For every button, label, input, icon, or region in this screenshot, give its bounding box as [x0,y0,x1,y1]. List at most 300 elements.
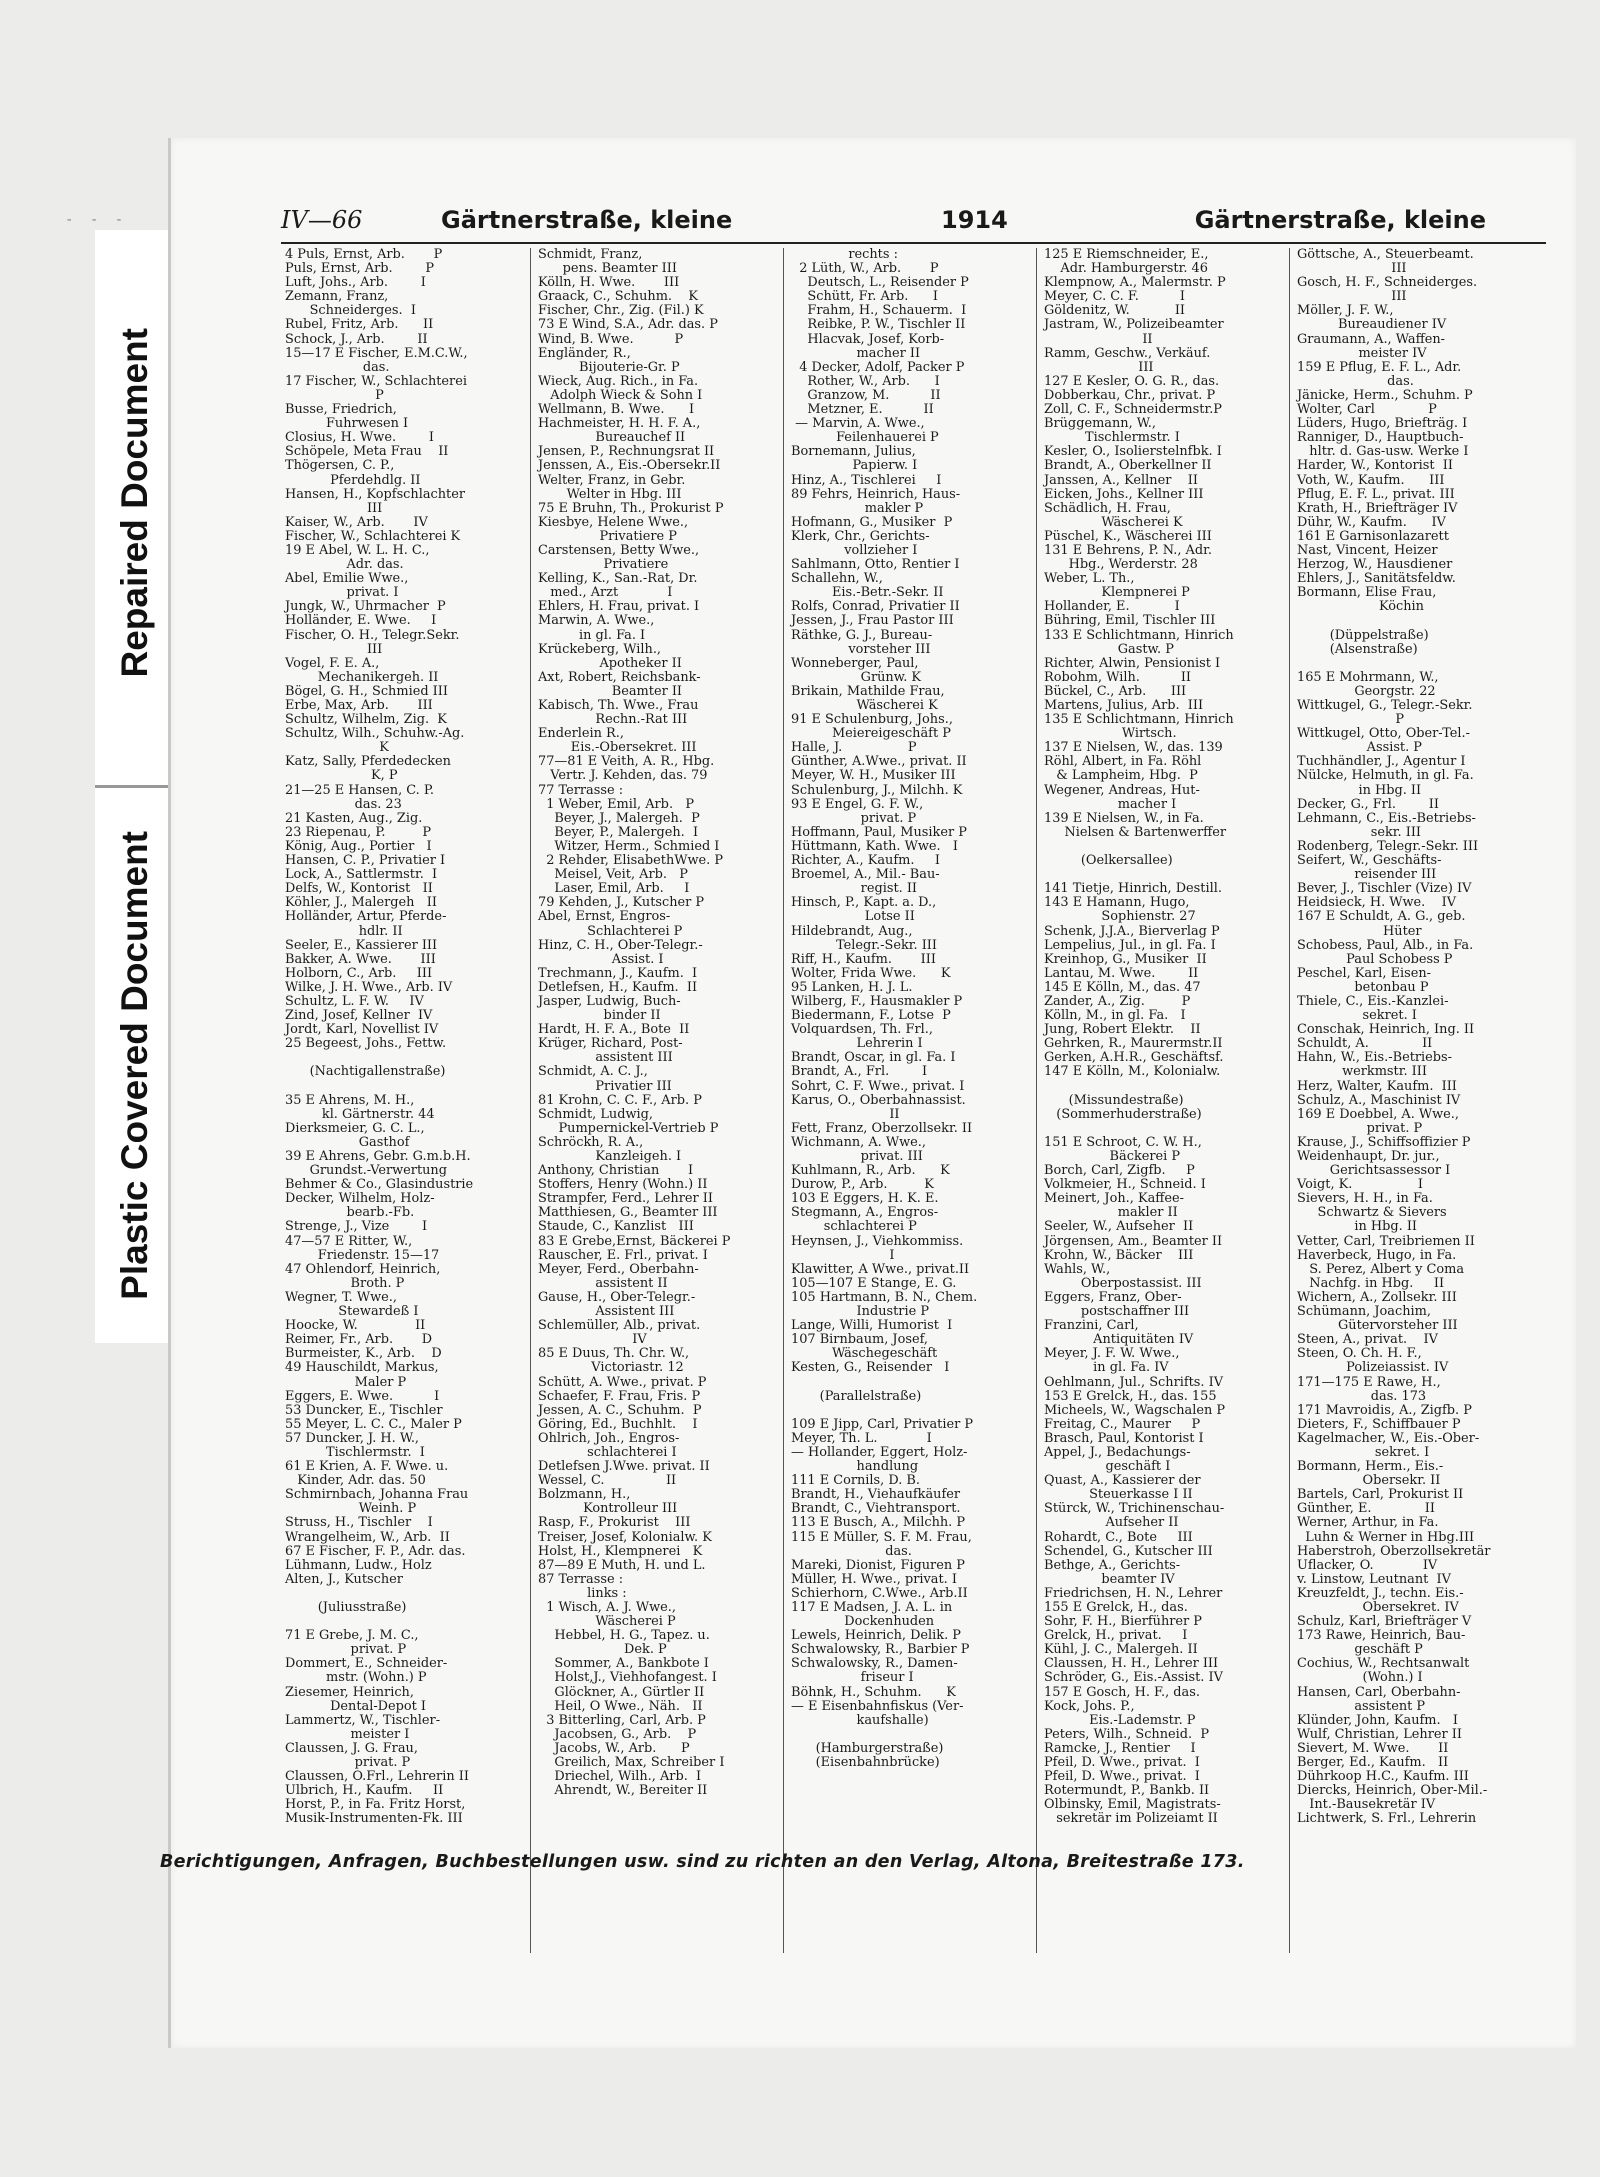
entry-line: Behmer & Co., Glasindustrie [285,1177,474,1193]
entry-line: Brandt, Oscar, in gl. Fa. I [791,1050,956,1066]
entry-line: Wulf, Christian, Lehrer II [1297,1726,1462,1742]
entry-line: Oehlmann, Jul., Schrifts. IV [1044,1374,1224,1390]
entry-line: Brandt, A., Frl. I [791,1064,928,1080]
entry-line: Delfs, W., Kontorist II [285,881,433,897]
entry-line: Sievert, M. Wwe. II [1297,1740,1449,1756]
entry-line: Adolph Wieck & Sohn I [538,387,703,403]
entry-line: Busse, Friedrich, [285,402,397,418]
entry-line [1044,840,1285,854]
entry-line: Karus, O., Oberbahnassist. [791,1092,966,1108]
entry-line: Rother, W., Arb. I [791,373,940,389]
entry-line: Schwartz & Sievers [1297,1205,1447,1221]
entry-line: Freitag, C., Maurer P [1044,1416,1201,1432]
entry-line: links : [538,1585,627,1601]
entry-line: Lock, A., Sattlermstr. I [285,867,438,883]
entry-line: Schlachterei P [538,923,683,939]
entry-line: Jastram, W., Polizeibeamter [1044,317,1224,333]
entry-line [791,1376,1032,1390]
entry-line: Ziesemer, Heinrich, [285,1684,414,1700]
entry-line: macher I [1044,796,1177,812]
entry-line: Fischer, Chr., Zig. (Fil.) K [538,303,704,319]
entry-line: Abel, Emilie Wwe., [285,571,409,587]
entry-line [285,1615,526,1629]
entry-line [285,1080,526,1094]
entry-line: Struss, H., Tischler I [285,1515,433,1531]
entry-line: friseur I [791,1670,914,1686]
entry-line: Brikain, Mathilde Frau, [791,683,945,699]
entry-line: Schöpele, Meta Frau II [285,444,449,460]
entry-line: assistent P [1297,1698,1426,1714]
entry-line: regist. II [791,881,917,897]
entry-line: Bühring, Emil, Tischler III [1044,613,1216,629]
entry-line: Ehlers, J., Sanitätsfeldw. [1297,571,1456,587]
entry-line: Witzer, Herm., Schmied I [538,838,720,854]
entry-line: meister IV [1297,345,1427,361]
entry-line: 113 E Busch, A., Milchh. P [791,1515,966,1531]
entry-line: Krause, J., Schiffsoffizier P [1297,1134,1471,1150]
entry-line: Erbe, Max, Arb. III [285,698,433,713]
entry-line: Carstensen, Betty Wwe., [538,542,700,558]
entry-line: P [1297,712,1405,728]
entry-line: Rubel, Fritz, Arb. II [285,317,434,333]
entry-line [285,1051,526,1065]
entry-line: Feilenhauerei P [791,430,939,446]
entry-line: das. [791,1543,912,1559]
entry-line: Lüders, Hugo, Briefträg. I [1297,416,1468,432]
entry-line: Micheels, W., Wagschalen P [1044,1402,1226,1418]
entry-line: reisender III [1297,867,1437,883]
entry-line: Wichern, A., Zollsekr. III [1297,1289,1457,1305]
entry-line: Quast, A., Kassierer der [1044,1473,1201,1489]
entry-line: Durow, P., Arb. K [791,1177,934,1193]
entry-line: Klempnow, A., Malermstr. P [1044,275,1226,291]
entry-line: Robohm, Wilh. II [1044,669,1192,685]
entry-line: Wolter, Frida Wwe. K [791,965,951,981]
entry-line: 127 E Kesler, O. G. R., das. [1044,373,1220,389]
entry-line: rechts : [791,248,898,262]
entry-line: Schenk, J.J.A., Bierverlag P [1044,923,1220,939]
entry-line: Sahlmann, Otto, Rentier I [791,557,960,573]
entry-line: (Eisenbahnbrücke) [791,1755,940,1771]
entry-line: Jacobs, W., Arb. P [538,1740,690,1756]
entry-line: Lange, Willi, Humorist I [791,1318,953,1334]
entry-line: makler II [1044,1205,1178,1221]
entry-line: Brüggemann, W., [1044,416,1156,432]
entry-line: II [1044,331,1153,347]
entry-line: 47 Ohlendorf, Heinrich, [285,1261,441,1277]
entry-line: Wäscherei K [1044,514,1183,530]
entry-line: 91 E Schulenburg, Johs., [791,712,953,728]
entry-line: Kühl, J. C., Malergeh. II [1044,1642,1198,1658]
entry-line: Beyer, J., Malergeh. P [538,810,700,826]
entry-line: Assistent III [538,1304,675,1320]
entry-line: Krüger, Richard, Post- [538,1036,683,1052]
entry-line: Dek. P [538,1642,667,1658]
entry-line: Greilich, Max, Schreiber I [538,1755,725,1771]
entry-line: Wieck, Aug. Rich., in Fa. [538,373,699,389]
entry-line: Hildebrandt, Aug., [791,923,913,939]
entry-line: Claussen, H. H., Lehrer III [1044,1656,1219,1672]
entry-line: 153 E Grelck, H., das. 155 [1044,1388,1217,1404]
entry-line: handlung [791,1459,919,1475]
entry-line: Heil, O Wwe., Näh. II [538,1698,703,1714]
entry-line: Claussen, O.Frl., Lehrerin II [285,1769,469,1785]
entry-line: Victoriastr. 12 [538,1360,684,1376]
entry-line: Anthony, Christian I [538,1163,694,1179]
entry-line: Pferdehdlg. II [285,472,421,488]
entry-line: Grelck, H., privat. I [1044,1628,1188,1644]
entry-line: Closius, H. Wwe. I [285,430,434,446]
entry-line: Dührkoop H.C., Kaufm. III [1297,1769,1469,1785]
entry-line: Voigt, K. I [1297,1177,1424,1193]
entry-line: Haberstroh, Oberzollsekretär [1297,1543,1491,1559]
entry-line: das. 23 [285,796,402,812]
entry-line: (Missundestraße) [1044,1092,1184,1108]
entry-line: Holst, H., Klempnerei K [538,1543,703,1559]
entry-line: Lempelius, Jul., in gl. Fa. I [1044,937,1216,953]
directory-columns [281,248,1546,1953]
entry-line: Stoffers, Henry (Wohn.) II [538,1177,708,1193]
entry-line: Schwalowsky, R., Barbier P [791,1642,970,1658]
entry-line: Kuhlmann, R., Arb. K [791,1163,950,1179]
entry-line: Dental-Depot I [285,1698,427,1714]
entry-line: 47—57 E Ritter, W., [285,1233,413,1249]
entry-line: Marwin, A. Wwe., [538,613,655,629]
entry-line: Schmidt, Ludwig, [538,1106,653,1122]
entry-line: Hüttmann, Kath. Wwe. I [791,838,958,854]
entry-line: 1 Wisch, A. J. Wwe., [538,1600,676,1615]
entry-line [285,1587,526,1601]
entry-line: 79 Kehden, J., Kutscher P [538,895,705,911]
entry-line: Lantau, M. Wwe. II [1044,965,1199,981]
entry-line: Kaiser, W., Arb. IV [285,514,428,530]
entry-line: Hlacvak, Josef, Korb- [791,331,945,347]
entry-line: (Düppelstraße) [1297,627,1429,643]
entry-line: & Lampheim, Hbg. P [1044,768,1198,784]
entry-line: Klawitter, A Wwe., privat.II [791,1261,970,1277]
entry-line: Schultz, Wilhelm, Zig. K [285,712,447,728]
entry-line: Böhnk, H., Schuhm. K [791,1684,956,1700]
entry-line: Schendel, G., Kutscher III [1044,1543,1213,1559]
page-number: IV—66 [281,206,363,234]
entry-line: Heidsieck, H. Wwe. IV [1297,895,1457,911]
entry-line: Nast, Vincent, Heizer [1297,542,1438,558]
entry-line: Katz, Sally, Pferdedecken [285,754,451,770]
entry-line: 171—175 E Rawe, H., [1297,1374,1441,1390]
entry-line: Beyer, P., Malergeh. I [538,824,699,840]
entry-line: Polizeiassist. IV [1297,1360,1449,1376]
entry-line: Halle, J. P [791,740,917,756]
publisher-footer: Berichtigungen, Anfragen, Buchbestellungen usw. sind zu richten an den Verlag, Altona, Breitestraße 173. [160,1852,1245,1872]
entry-line: Schmidt, Franz, [538,248,643,262]
entry-line: Schädlich, H. Frau, [1044,500,1171,516]
entry-line: geschäft I [1044,1459,1171,1475]
entry-line: Broth. P [285,1275,405,1291]
entry-line: Weinh. P [285,1501,417,1517]
entry-line: Voth, W., Kaufm. III [1297,472,1445,488]
entry-line: Köhler, J., Malergeh II [285,895,437,911]
entry-line: Brandt, A., Oberkellner II [1044,458,1212,474]
entry-line: 159 E Pflug, E. F. L., Adr. [1297,359,1462,375]
entry-line: Int.-Bausekretär IV [1297,1797,1436,1813]
entry-line: 131 E Behrens, P. N., Adr. [1044,542,1212,558]
entry-line: pens. Beamter III [538,261,677,277]
column-2 [534,248,784,1953]
entry-line: Harder, W., Kontorist II [1297,458,1453,474]
entry-line: Sophienstr. 27 [1044,909,1196,925]
entry-line: privat. P [285,1755,411,1771]
entry-line: (Sommerhuderstraße) [1044,1106,1202,1122]
entry-line: 73 E Wind, S.A., Adr. das. P [538,317,718,333]
entry-line: Industrie P [791,1304,929,1320]
entry-line: 167 E Schuldt, A. G., geb. [1297,909,1466,925]
entry-line: 23 Riepenau, P. P [285,824,432,840]
entry-line: Wichmann, A. Wwe., [791,1134,926,1150]
entry-line: Rasp, F., Prokurist III [538,1515,691,1531]
entry-line: Paul Schobess P [1297,951,1453,967]
entry-line: 155 E Grelck, H., das. [1044,1600,1188,1615]
entry-line: Horst, P., in Fa. Fritz Horst, [285,1797,466,1813]
entry-line: Rechn.-Rat III [538,712,688,728]
entry-line: Nielsen & Bartenwerffer [1044,824,1227,840]
entry-line: kaufshalle) [791,1712,929,1728]
entry-line: Fett, Franz, Oberzollsekr. II [791,1120,973,1136]
entry-line: Frahm, H., Schauerm. I [791,303,967,319]
entry-line: 77 Terrasse : [538,782,624,798]
entry-line: Puls, Ernst, Arb. P [285,261,435,277]
entry-line: Hoocke, W. II [285,1318,426,1334]
entry-line: Privatiere P [538,528,677,544]
entry-line: Richter, A., Kaufm. I [791,853,940,869]
entry-line: Treiser, Josef, Kolonialw. K [538,1529,712,1545]
entry-line: Antiquitäten IV [1044,1332,1194,1348]
entry-line: Steuerkasse I II [1044,1487,1193,1503]
entry-line: Schultz, L. F. W. IV [285,993,424,1009]
entry-line: Martens, Julius, Arb. III [1044,698,1204,713]
entry-line: Peschel, Karl, Eisen- [1297,965,1432,981]
entry-line: Weidenhaupt, Dr. jur., [1297,1149,1440,1164]
entry-line: 157 E Gosch, H. F., das. [1044,1684,1200,1700]
entry-line: mstr. (Wohn.) P [285,1670,427,1686]
entry-line: Schock, J., Arb. II [285,331,428,347]
directory-page [168,138,1576,2048]
entry-line: 81 Krohn, C. C. F., Arb. P [538,1092,702,1108]
entry-line: Holländer, Artur, Pferde- [285,909,447,925]
entry-line: Sommer, A., Bankbote I [538,1656,709,1672]
entry-line: Kiesbye, Helene Wwe., [538,514,689,530]
entry-line: Schulz, Karl, Briefträger V [1297,1614,1472,1630]
entry-line: 151 E Schroot, C. W. H., [1044,1134,1202,1150]
entry-line: Sohr, F. H., Bierführer P [1044,1614,1202,1630]
entry-line: betonbau P [1297,979,1429,995]
entry-line: Schulz, A., Maschinist IV [1297,1092,1461,1108]
entry-line: Hofmann, G., Musiker P [791,514,953,530]
entry-line: 147 E Kölln, M., Kolonialw. [1044,1064,1221,1080]
entry-line: das. [1297,373,1414,389]
entry-line: Hoffmann, Paul, Musiker P [791,824,967,840]
entry-line: 85 E Duus, Th. Chr. W., [538,1346,690,1362]
entry-line: Rodenberg, Telegr.-Sekr. III [1297,838,1479,854]
entry-line: Volkmeier, H., Schneid. I [1044,1177,1206,1193]
entry-line: Hansen, C. P., Privatier I [285,853,446,869]
street-title-right: Gärtnerstraße, kleine [1194,206,1486,234]
entry-line: 75 E Bruhn, Th., Prokurist P [538,500,724,516]
entry-line: Schütt, A. Wwe., privat. P [538,1374,707,1390]
plastic-covered-document-tab [95,785,175,1343]
entry-line: Gütervorsteher III [1297,1318,1458,1334]
entry-line: Broemel, A., Mil.- Bau- [791,867,940,883]
entry-line: Eggers, E. Wwe. I [285,1388,440,1404]
entry-line: Tischlermstr. I [1044,430,1180,446]
entry-line: assistent II [538,1275,668,1291]
entry-line: Eis.-Lademstr. P [1044,1712,1196,1728]
entry-line: Eis.-Obersekret. III [538,740,697,756]
entry-line: kl. Gärtnerstr. 44 [285,1106,435,1122]
entry-line: hdlr. II [285,923,403,939]
entry-line: (Alsenstraße) [1297,641,1418,657]
entry-line: Riff, H., Kaufm. III [791,951,936,967]
entry-line: Appel, J., Bedachungs- [1044,1444,1191,1460]
entry-line: Musik-Instrumenten-Fk. III [285,1811,463,1827]
entry-line: Vertr. J. Kehden, das. 79 [538,768,708,784]
column-3 [787,248,1037,1953]
entry-line: Wäscherei P [538,1614,676,1630]
entry-line: Enderlein R., [538,726,624,742]
entry-line: Alten, J., Kutscher [285,1571,403,1587]
entry-line [791,1404,1032,1418]
entry-line: Thögersen, C. P., [285,458,395,474]
entry-line: Ramm, Geschw., Verkäuf. [1044,345,1211,361]
entry-line: Lotse II [791,909,915,925]
entry-line: Günther, A.Wwe., privat. II [791,754,967,770]
entry-line: Conschak, Heinrich, Ing. II [1297,1022,1475,1038]
entry-line: 173 Rawe, Heinrich, Bau- [1297,1628,1466,1644]
entry-line: in Hbg. II [1297,1219,1418,1235]
entry-line: das. 173 [1297,1388,1427,1404]
entry-line: Göldenitz, W. II [1044,303,1186,319]
entry-line: Schuldt, A. II [1297,1036,1433,1052]
entry-line: Wonneberger, Paul, [791,655,919,671]
entry-line: I [791,1247,895,1263]
entry-line: Räthke, G. J., Bureau- [791,627,933,643]
entry-line: Kock, Johs. P., [1044,1698,1135,1714]
entry-line: Laser, Emil, Arb. I [538,881,690,897]
entry-line: Brandt, C., Viehtransport. [791,1501,961,1517]
entry-line: 105—107 E Stange, E. G. [791,1275,957,1291]
entry-line: Obersekret. IV [1297,1600,1459,1615]
entry-line: Schümann, Joachim, [1297,1304,1431,1320]
entry-line: Privatier III [538,1078,672,1094]
entry-line: Rauscher, E. Frl., privat. I [538,1247,708,1263]
entry-line: Schaefer, F. Frau, Fris. P [538,1388,701,1404]
entry-line: binder II [538,1008,661,1024]
entry-line: Günther, E. II [1297,1501,1435,1517]
entry-line: Stürck, W., Trichinenschau- [1044,1501,1225,1517]
entry-line: 2 Lüth, W., Arb. P [791,261,939,277]
entry-line: Kreinhop, G., Musiker II [1044,951,1207,967]
entry-line: Klempnerei P [1044,585,1190,601]
entry-line: Schwalowsky, R., Damen- [791,1656,958,1672]
entry-line: Obersekr. II [1297,1473,1441,1489]
entry-line: Schneiderges. I [285,303,416,319]
entry-line: Püschel, K., Wäscherei III [1044,528,1212,544]
entry-line: Eicken, Johs., Kellner III [1044,486,1204,502]
entry-line: Köchin [1297,599,1424,615]
entry-line: Mechanikergeh. II [285,669,439,685]
entry-line: Decker, G., Frl. II [1297,796,1439,812]
entry-line: Hahn, W., Eis.-Betriebs- [1297,1050,1453,1066]
entry-line: Sievers, H. H., in Fa. [1297,1191,1433,1207]
entry-line: Wirtsch. [1044,726,1177,742]
entry-line: Tischlermstr. I [285,1444,425,1460]
entry-line: Assist. I [538,951,664,967]
entry-line: Werner, Arthur, in Fa. [1297,1515,1439,1531]
entry-line: Wilke, J. H. Wwe., Arb. IV [285,979,453,995]
entry-line: postschaffner III [1044,1304,1190,1320]
entry-line: Richter, Alwin, Pensionist I [1044,655,1221,671]
entry-line: 135 E Schlichtmann, Hinrich [1044,712,1234,728]
entry-line: Cochius, W., Rechtsanwalt [1297,1656,1470,1672]
entry-line: Jörgensen, Am., Beamter II [1044,1233,1223,1249]
entry-line: Rohardt, C., Bote III [1044,1529,1193,1545]
entry-line: Reimer, Fr., Arb. D [285,1332,433,1348]
entry-line: Abel, Ernst, Engros- [538,909,671,925]
entry-line: Göring, Ed., Buchhlt. I [538,1416,698,1432]
entry-line: Lewels, Heinrich, Delik. P [791,1628,961,1644]
entry-line: Strampfer, Ferd., Lehrer II [538,1191,713,1207]
entry-line: Welter, Franz, in Gebr. [538,472,686,488]
entry-line: in gl. Fa. I [538,627,646,643]
entry-line: Georgstr. 22 [1297,683,1436,699]
entry-line: Burmeister, K., Arb. D [285,1346,442,1362]
entry-line: Klerk, Chr., Gerichts- [791,528,930,544]
entry-line: sekret. I [1297,1444,1430,1460]
entry-line: Schallehn, W., [791,571,883,587]
entry-line: 105 Hartmann, B. N., Chem. [791,1289,978,1305]
entry-line: Dühr, W., Kaufm. IV [1297,514,1446,530]
entry-line: Fischer, O. H., Telegr.Sekr. [285,627,460,643]
entry-line: Deutsch, L., Reisender P [791,275,969,291]
entry-line: Wäscherei K [791,698,938,713]
entry-line: Dierksmeier, G. C. L., [285,1120,425,1136]
entry-line: Fischer, W., Schlachterei K [285,528,461,544]
entry-line: 19 E Abel, W. L. H. C., [285,542,430,558]
entry-line: Holländer, E. Wwe. I [285,613,437,629]
entry-line: Jessen, J., Frau Pastor III [791,613,954,629]
entry-line: Maler P [285,1374,407,1390]
entry-line [1044,1080,1285,1094]
entry-line: 35 E Ahrens, M. H., [285,1092,415,1108]
entry-line: 77—81 E Veith, A. R., Hbg. [538,754,715,770]
entry-line: 61 E Krien, A. F. Wwe. u. [285,1459,449,1475]
entry-line: Claussen, J. G. Frau, [285,1740,418,1756]
entry-line: Seifert, W., Geschäfts- [1297,853,1442,869]
entry-line: König, Aug., Portier I [285,838,432,854]
entry-line: sekretär im Polizeiamt II [1044,1811,1218,1827]
entry-line: Kölln, H. Wwe. III [538,275,680,291]
entry-line: Gause, H., Ober-Telegr.- [538,1289,696,1305]
entry-line [1297,614,1542,628]
entry-line: Granzow, M. II [791,387,941,403]
entry-line: Krückeberg, Wilh., [538,641,662,657]
entry-line: 87 Terrasse : [538,1571,624,1587]
entry-line: 53 Duncker, E., Tischler [285,1402,443,1418]
entry-line: Wolter, Carl P [1297,402,1437,418]
entry-line: vorsteher III [791,641,931,657]
entry-line: (Parallelstraße) [791,1388,922,1404]
entry-line: 67 E Fischer, F. P., Adr. das. [285,1543,466,1559]
entry-line: Pflug, E. F. L., privat. III [1297,486,1455,502]
